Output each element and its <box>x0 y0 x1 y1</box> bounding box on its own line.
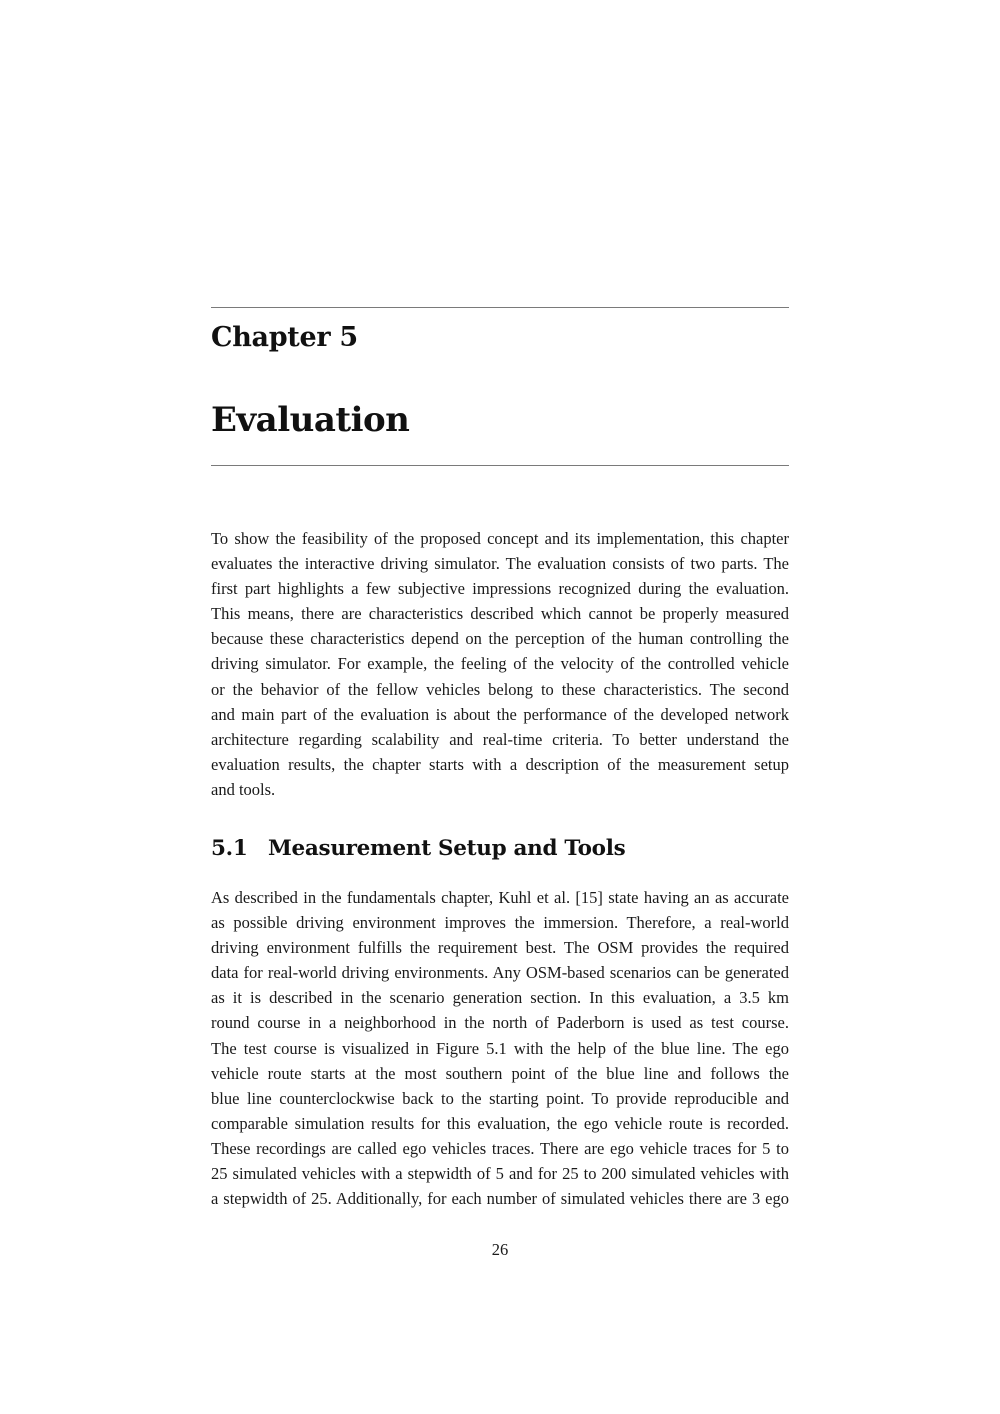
text-line: To show the feasibility of the proposed concept and its implementation, this chapter <box>211 529 789 548</box>
chapter-label: Chapter 5 <box>211 322 358 353</box>
text-line: data for real-world driving environments. Any OSM-based scenarios can be generated <box>211 963 789 983</box>
text-line: blue line counterclockwise back to the starting point. To provide reproducible and <box>211 1088 789 1108</box>
text-line: as it is described in the scenario generation section. In this evaluation, a 3.5 km <box>211 988 789 1008</box>
chapter-top-rule <box>211 307 789 308</box>
text-line: comparable simulation results for this evaluation, the ego vehicle route is recorded. <box>211 1113 789 1133</box>
text-line: as possible driving environment improves the immersion. Therefore, a real-world <box>211 913 789 933</box>
text-line: driving environment fulfills the requirement best. The OSM provides the required <box>211 938 789 958</box>
text-line: and tools. <box>211 779 276 799</box>
text-line: As described in the fundamentals chapter, Kuhl et al. [15] state having an as accurate <box>211 888 789 907</box>
text-line: and main part of the evaluation is about the performance of the developed network <box>211 704 789 724</box>
text-line: 25 simulated vehicles with a stepwidth of 5 and for 25 to 200 simulated vehicles with <box>211 1164 789 1184</box>
section-number: 5.1 <box>211 836 248 861</box>
text-line: The test course is visualized in Figure 5.1 with the help of the blue line. The ego <box>211 1038 789 1058</box>
text-line: a stepwidth of 25. Additionally, for each number of simulated vehicles there are 3 ego <box>211 1189 789 1209</box>
section-heading <box>211 836 625 861</box>
text-line: This means, there are characteristics described which cannot be properly measured <box>211 604 789 624</box>
text-line: first part highlights a few subjective impressions recognized during the evaluation. <box>211 579 789 599</box>
page-number: 26 <box>491 1240 509 1259</box>
text-line: driving simulator. For example, the feeling of the velocity of the controlled vehicle <box>211 654 789 674</box>
text-line: These recordings are called ego vehicles traces. There are ego vehicle traces for 5 to <box>211 1138 789 1158</box>
section-title: Measurement Setup and Tools <box>268 836 626 861</box>
text-line: evaluation results, the chapter starts with a description of the measurement setup <box>211 754 789 774</box>
text-line: architecture regarding scalability and real-time criteria. To better understand the <box>211 729 789 749</box>
section-paragraph <box>211 885 789 1211</box>
chapter-title: Evaluation <box>211 400 410 440</box>
text-line: round course in a neighborhood in the north of Paderborn is used as test course. <box>211 1013 789 1033</box>
text-line: vehicle route starts at the most southern point of the blue line and follows the <box>211 1063 789 1083</box>
text-line: or the behavior of the fellow vehicles belong to these characteristics. The second <box>211 679 789 699</box>
intro-paragraph <box>211 526 789 802</box>
text-line: evaluates the interactive driving simulator. The evaluation consists of two parts. The <box>211 554 789 574</box>
chapter-bottom-rule <box>211 465 789 466</box>
text-line: because these characteristics depend on the perception of the human controlling the <box>211 629 789 649</box>
